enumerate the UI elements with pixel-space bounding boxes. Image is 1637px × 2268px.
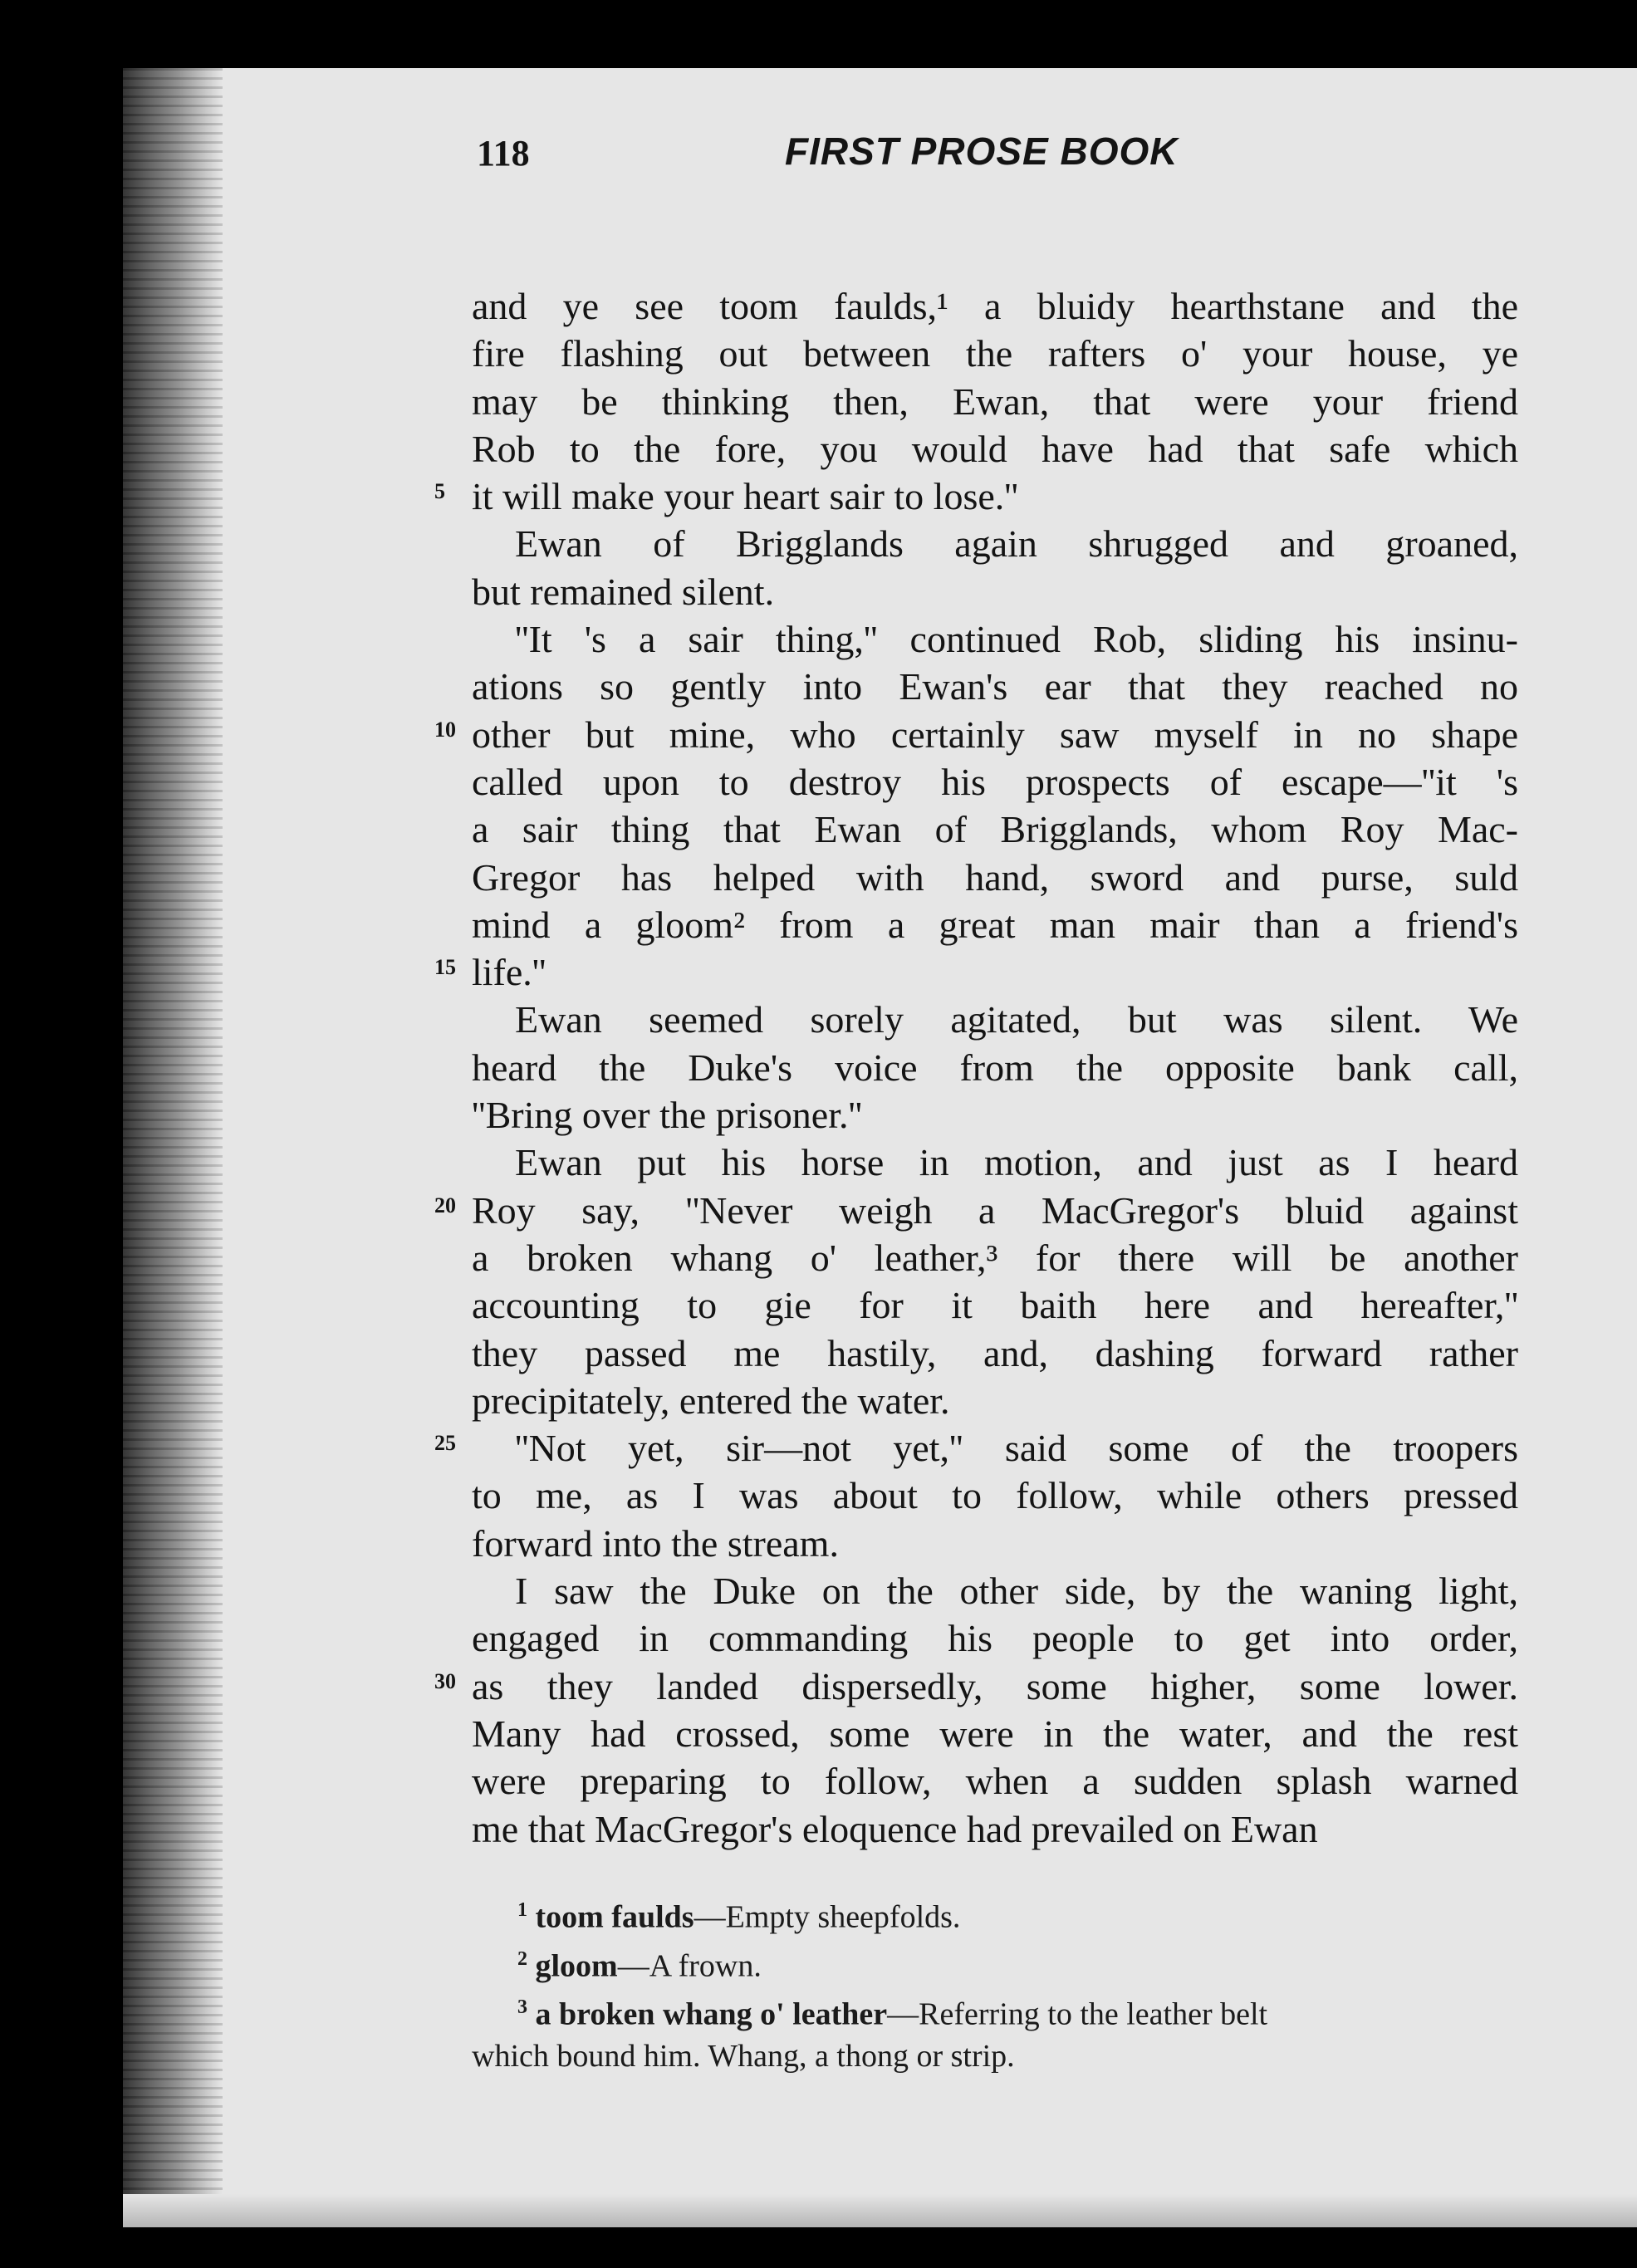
- line-text: Ewan seemed sorely agitated, but was silent. We: [515, 998, 1518, 1041]
- footnote: [472, 1938, 1510, 1987]
- footnote-mark: 3: [517, 1996, 527, 2019]
- line-number: 30: [434, 1668, 456, 1693]
- page-binding-edge: [123, 68, 223, 2227]
- text-line: [472, 1710, 1518, 1757]
- line-text: heard the Duke's voice from the opposite bank call,: [472, 1046, 1518, 1089]
- line-text: Rob to the fore, you would have had that safe which: [472, 427, 1518, 470]
- text-line: [472, 996, 1518, 1043]
- line-text: and ye see toom faulds,¹ a bluidy hearthstane and the: [472, 285, 1518, 327]
- body-text: [434, 282, 1518, 1853]
- footnote-text: —Empty sheepfolds.: [694, 1899, 961, 1935]
- text-line: [472, 378, 1518, 425]
- line-text: may be thinking then, Ewan, that were your friend: [472, 380, 1518, 423]
- footnotes: [472, 1889, 1510, 2077]
- line-text: precipitately, entered the water.: [472, 1379, 950, 1422]
- text-line: [472, 425, 1518, 473]
- line-text: ''It 's a sair thing,'' continued Rob, sliding his insinu-: [515, 618, 1518, 661]
- text-line: [472, 1377, 1518, 1424]
- text-line: [472, 901, 1518, 948]
- text-line: [472, 1330, 1518, 1377]
- text-line: [472, 568, 1518, 615]
- text-line: [472, 330, 1518, 377]
- line-number: 10: [434, 717, 456, 742]
- text-line: [472, 1614, 1518, 1662]
- text-line: [472, 1520, 1518, 1567]
- text-line: [434, 1187, 1518, 1234]
- line-text: as they landed dispersedly, some higher, some lower.: [472, 1664, 1518, 1707]
- line-text: were preparing to follow, when a sudden splash warned: [472, 1760, 1518, 1803]
- line-text: they passed me hastily, and, dashing forward rather: [472, 1331, 1518, 1374]
- line-text: engaged in commanding his people to get into order,: [472, 1617, 1518, 1660]
- line-text: forward into the stream.: [472, 1521, 839, 1565]
- footnote-text: —A frown.: [617, 1948, 762, 1984]
- text-line: [472, 1234, 1518, 1281]
- line-text: ''Bring over the prisoner.'': [472, 1094, 863, 1137]
- footnote-term: gloom: [535, 1948, 618, 1984]
- footnote: [472, 2035, 1510, 2077]
- footnote-mark: 1: [517, 1899, 527, 1921]
- text-line: [434, 473, 1518, 520]
- text-line: [472, 282, 1518, 330]
- line-text: ations so gently into Ewan's ear that they reached no: [472, 665, 1518, 708]
- text-line: [472, 806, 1518, 853]
- line-text: called upon to destroy his prospects of escape—''it 's: [472, 760, 1518, 803]
- line-text: a sair thing that Ewan of Brigglands, whom Roy Mac-: [472, 808, 1518, 851]
- footnote-term: toom faulds: [535, 1899, 694, 1935]
- line-text: Ewan put his horse in motion, and just as I heard: [515, 1141, 1518, 1184]
- line-text: mind a gloom² from a great man mair than a friend's: [472, 903, 1518, 946]
- text-line: [472, 1567, 1518, 1614]
- text-line: [472, 1805, 1518, 1853]
- text-line: [472, 1139, 1518, 1186]
- line-text: Ewan of Brigglands again shrugged and groaned,: [515, 522, 1518, 566]
- text-line: [434, 711, 1518, 758]
- text-line: [472, 1091, 1518, 1139]
- text-line: [434, 1663, 1518, 1710]
- footnote: [472, 1986, 1510, 2035]
- text-line: [434, 1424, 1518, 1472]
- text-line: [472, 1757, 1518, 1805]
- line-text: Roy say, ''Never weigh a MacGregor's bluid against: [472, 1188, 1518, 1232]
- footnote: [472, 1889, 1510, 1938]
- line-text: it will make your heart sair to lose.'': [472, 475, 1018, 518]
- text-line: [472, 663, 1518, 710]
- text-line: [434, 948, 1518, 996]
- line-text: to me, as I was about to follow, while others pressed: [472, 1474, 1518, 1517]
- line-number: 15: [434, 955, 456, 980]
- page-number: 118: [477, 133, 530, 174]
- page-bottom-edge: [123, 2194, 1637, 2227]
- line-text: life.'': [472, 951, 546, 994]
- running-title: FIRST PROSE BOOK: [785, 130, 1179, 173]
- line-text: other but mine, who certainly saw myself in no shape: [472, 713, 1518, 756]
- line-text: accounting to gie for it baith here and hereafter,'': [472, 1284, 1518, 1327]
- line-text: Gregor has helped with hand, sword and purse, suld: [472, 855, 1518, 899]
- line-text: fire flashing out between the rafters o' your house, ye: [472, 332, 1518, 375]
- line-text: but remained silent.: [472, 570, 775, 613]
- footnote-term: a broken whang o' leather: [535, 1996, 888, 2032]
- line-number: 20: [434, 1193, 456, 1217]
- footnote-text: which bound him. Whang, a thong or strip.: [472, 2038, 1015, 2074]
- text-line: [472, 1281, 1518, 1329]
- text-line: [472, 854, 1518, 901]
- text-line: [472, 1472, 1518, 1519]
- text-line: [472, 1044, 1518, 1091]
- text-line: [472, 615, 1518, 663]
- text-line: [472, 520, 1518, 567]
- footnote-mark: 2: [517, 1947, 527, 1970]
- text-line: [472, 758, 1518, 806]
- line-text: I saw the Duke on the other side, by the waning light,: [515, 1570, 1518, 1613]
- line-text: me that MacGregor's eloquence had prevailed on Ewan: [472, 1807, 1318, 1850]
- line-number: 5: [434, 479, 445, 504]
- line-text: Many had crossed, some were in the water, and the rest: [472, 1712, 1518, 1755]
- footnote-text: —Referring to the leather belt: [887, 1996, 1268, 2032]
- line-number: 25: [434, 1431, 456, 1456]
- line-text: ''Not yet, sir—not yet,'' said some of the troopers: [515, 1427, 1518, 1470]
- line-text: a broken whang o' leather,³ for there will be another: [472, 1236, 1518, 1279]
